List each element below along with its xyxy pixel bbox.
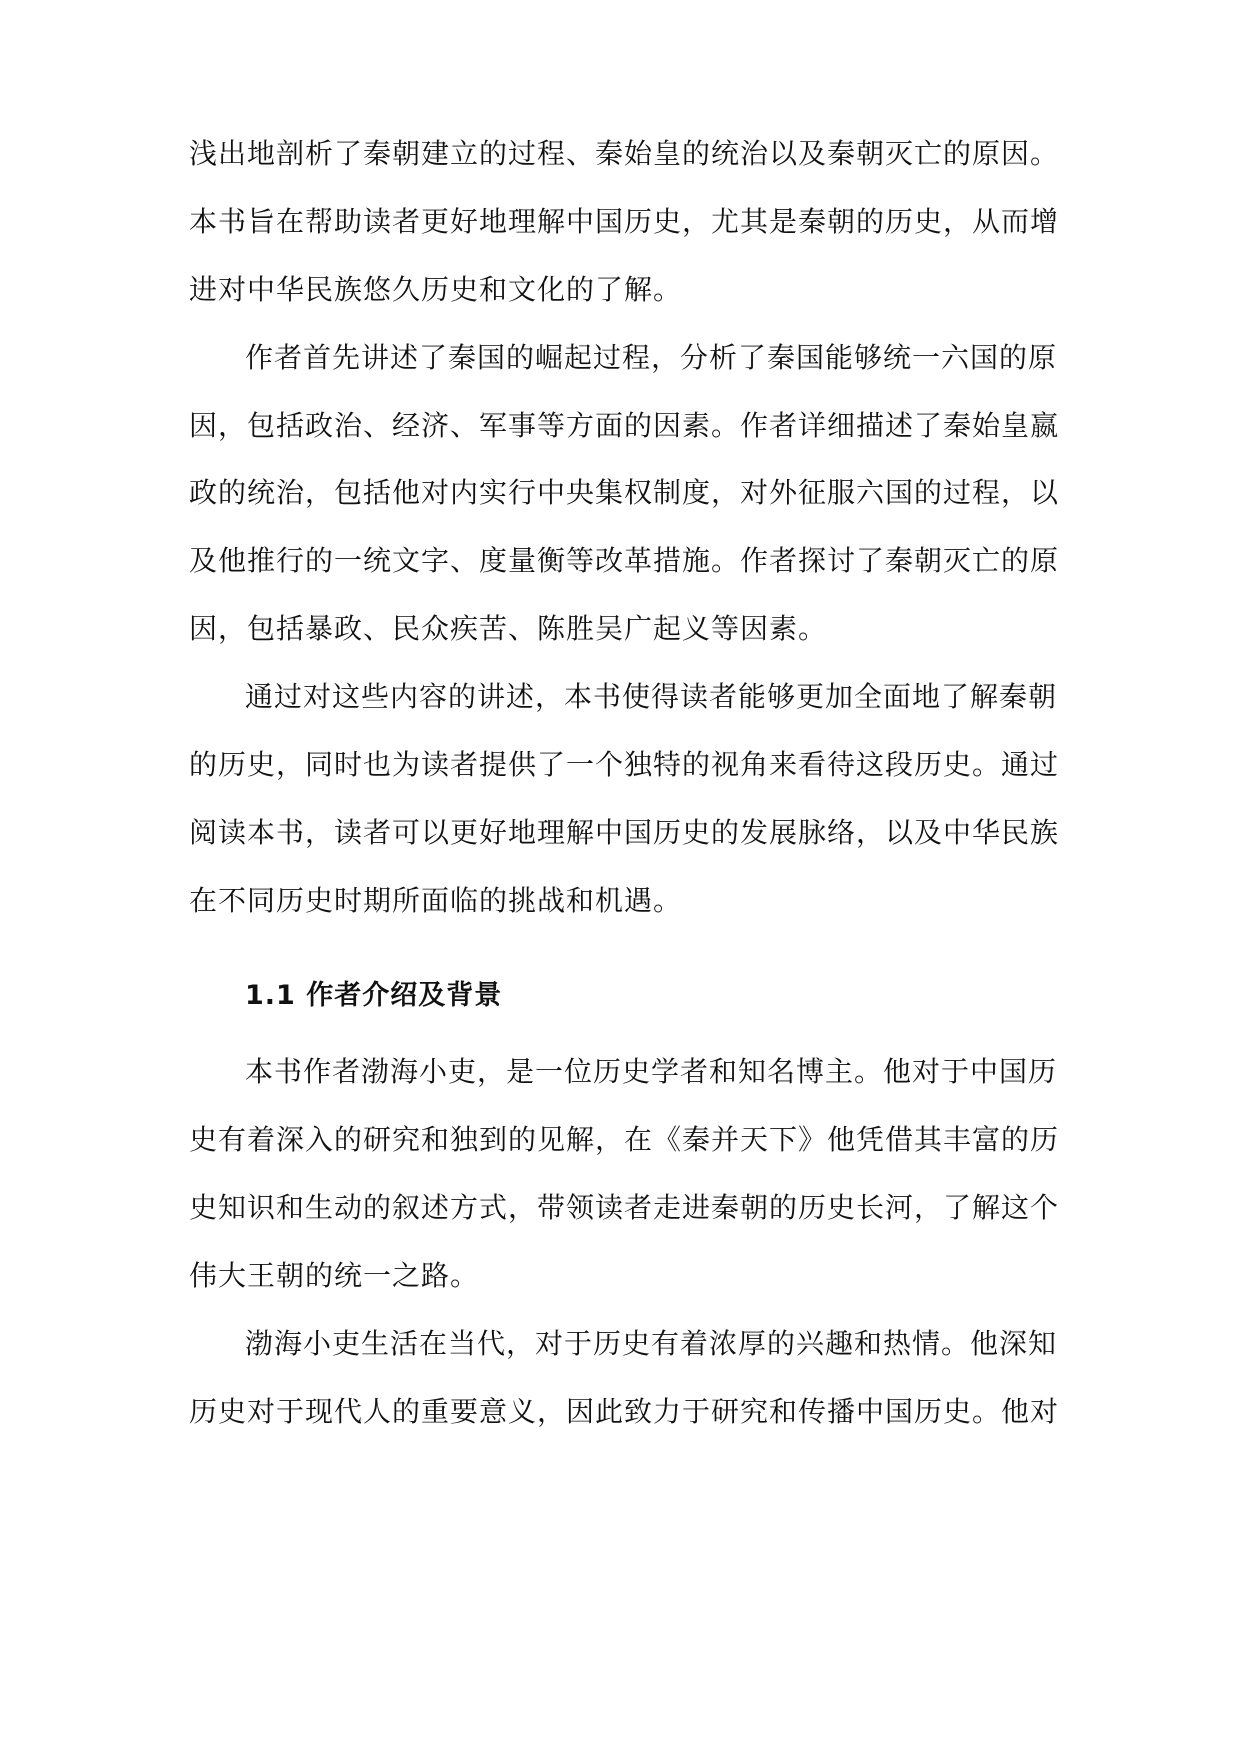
para4-line-3: 史知识和生动的叙述方式，带领读者走进秦朝的历史长河，了解这个	[189, 1191, 1060, 1224]
para1-line-1: 浅出地剖析了秦朝建立的过程、秦始皇的统治以及秦朝灭亡的原因。	[189, 137, 1060, 170]
para2-line-1: 作者首先讲述了秦国的崛起过程，分析了秦国能够统一六国的原	[245, 341, 1058, 374]
para4-line-2: 史有着深入的研究和独到的见解，在《秦并天下》他凭借其丰富的历	[189, 1123, 1060, 1156]
para3-line-4: 在不同历史时期所面临的挑战和机遇。	[189, 884, 683, 917]
para3-line-1: 通过对这些内容的讲述，本书使得读者能够更加全面地了解秦朝	[245, 680, 1058, 713]
para2-line-5: 因，包括暴政、民众疾苦、陈胜吴广起义等因素。	[189, 612, 828, 645]
para2-line-3: 政的统治，包括他对内实行中央集权制度，对外征服六国的过程，以	[189, 476, 1060, 509]
para1-line-3: 进对中华民族悠久历史和文化的了解。	[189, 273, 683, 306]
para5-line-2: 历史对于现代人的重要意义，因此致力于研究和传播中国历史。他对	[189, 1395, 1060, 1428]
para3-line-2: 的历史，同时也为读者提供了一个独特的视角来看待这段历史。通过	[189, 748, 1060, 781]
para2-line-2: 因，包括政治、经济、军事等方面的因素。作者详细描述了秦始皇嬴	[189, 409, 1060, 442]
section-heading: 1.1 作者介绍及背景	[245, 980, 503, 1011]
para1-line-2: 本书旨在帮助读者更好地理解中国历史，尤其是秦朝的历史，从而增	[189, 205, 1060, 238]
para3-line-3: 阅读本书，读者可以更好地理解中国历史的发展脉络，以及中华民族	[189, 816, 1060, 849]
para5-line-1: 渤海小吏生活在当代，对于历史有着浓厚的兴趣和热情。他深知	[245, 1327, 1058, 1360]
para4-line-1: 本书作者渤海小吏，是一位历史学者和知名博主。他对于中国历	[245, 1055, 1058, 1088]
para2-line-4: 及他推行的一统文字、度量衡等改革措施。作者探讨了秦朝灭亡的原	[189, 544, 1060, 577]
para4-line-4: 伟大王朝的统一之路。	[189, 1259, 480, 1292]
